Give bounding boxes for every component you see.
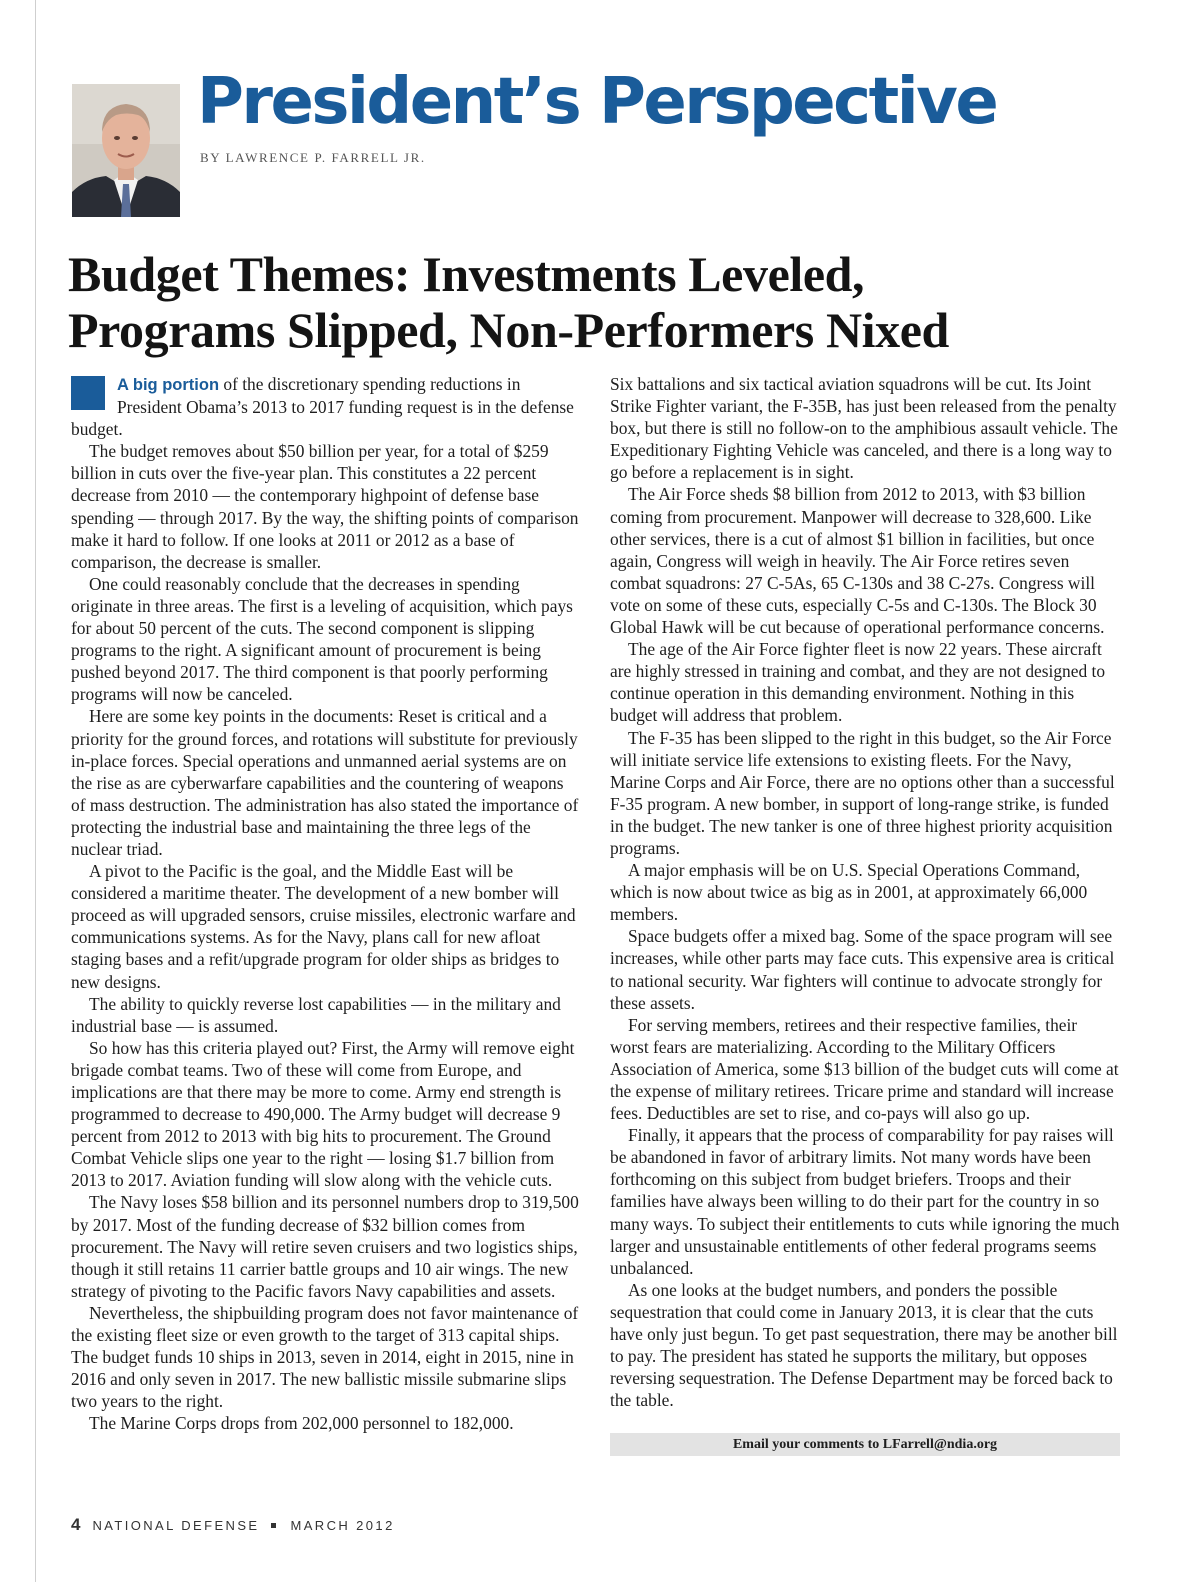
article-paragraph: The budget removes about $50 billion per year, for a total of $259 billion in cuts over the five-year plan. This constitutes a 22 percent decrease from 2010 — the contemporary highpoint of defense base spending — through 2017. By the way, the shifting points of comparison make it hard to follow. If one looks at 2011 or 2012 as a base of comparison, the decrease is smaller. — [71, 441, 579, 572]
article-paragraph: As one looks at the budget numbers, and ponders the possible sequestration that could come in January 2013, it is clear that the cuts have only just begun. To get past sequestration, there may be another bill to pay. The president has stated he supports the military, but opposes reversing sequestration. The Defense Department may be forced back to the table. — [610, 1279, 1118, 1411]
headline-line-2: Programs Slipped, Non-Performers Nixed — [68, 302, 949, 358]
article-paragraph: Here are some key points in the documents: Reset is critical and a priority for the ground forces, and rotations will substitute for previously in-place forces. Special operations and unmanned aerial systems are on the rise as are cyberwarfare capabilities and the countering of weapons of mass destruction. The administration has also stated the importance of protecting the industrial base and maintaining the three legs of the nuclear triad. — [71, 706, 579, 859]
article-paragraph: A major emphasis will be on U.S. Special Operations Command, which is now about twice as big as in 2001, at approximately 66,000 members. — [610, 860, 1088, 925]
author-portrait — [72, 84, 180, 217]
email-prompt: Email your comments to — [732, 1437, 883, 1453]
issue-date: MARCH 2012 — [290, 1518, 395, 1533]
article-paragraph: For serving members, retirees and their respective families, their worst fears are materializing. According to the Military Officers Association of America, some $13 billion of the budget cuts will come at the expense of military retirees. Tricare prime and standard will increase fees. Deductibles are set to rise, and co-pays will also go up. — [610, 1014, 1119, 1124]
article-paragraph: Finally, it appears that the process of comparability for pay raises will be abandoned in favor of arbitrary limits. Not many words have been forthcoming on this subject from budget briefers. Troops and their families have always been willing to do their part for the country in so many ways. To subject their entitlements to cuts while ignoring the much larger and unsustainable entitlements of other federal programs seems unbalanced. — [610, 1125, 1120, 1278]
email-comments-bar — [610, 1433, 1120, 1456]
drop-cap-box — [71, 376, 105, 410]
page-number: 4 — [71, 1515, 81, 1534]
separator-square-icon — [271, 1523, 276, 1528]
article-paragraph: The ability to quickly reverse lost capabilities — in the military and industrial base — is assumed. — [71, 993, 561, 1036]
article-paragraph: So how has this criteria played out? First, the Army will remove eight brigade combat teams. Two of these will come from Europe, and implications are that there may be more to come. Army end strength is programmed to decrease to 490,000. The Army budget will decrease 9 percent from 2012 to 2013 with big hits to procurement. The Ground Combat Vehicle slips one year to the right — losing $1.7 billion from 2013 to 2017. Aviation funding will slow along with the vehicle cuts. — [71, 1037, 575, 1191]
article-paragraph: Space budgets offer a mixed bag. Some of the space program will see increases, while other parts may face cuts. This expensive area is critical to national security. War fighters will continue to advocate strongly for these assets. — [610, 926, 1115, 1013]
article-paragraph: The Air Force sheds $8 billion from 2012 to 2013, with $3 billion coming from procurement. Manpower will decrease to 328,600. Like other services, there is a cut of almost $1 billion in facilities, but once again, Congress will weigh in heavily. The Air Force retires seven combat squadrons: 27 C-5As, 65 C-130s and 38 C-27s. Congress will vote on some of these cuts, especially C-5s and C-130s. The Block 30 Global Hawk will be cut because of operational performance concerns. — [610, 484, 1105, 638]
article-paragraph: The age of the Air Force fighter fleet is now 22 years. These aircraft are highly stressed in training and combat, and they are not designed to continue operation in this demanding environment. Nothing in this budget will address that problem. — [610, 639, 1106, 726]
page-edge-rule — [35, 0, 36, 1582]
article-paragraph: The Navy loses $58 billion and its personnel numbers drop to 319,500 by 2017. Most of the funding decrease of $32 billion comes from procurement. The Navy will retire seven cruisers and two logistics ships, though it still retains 11 carrier battle groups and 10 air wings. The new strategy of pivoting to the Pacific favors Navy capabilities and assets. — [71, 1192, 579, 1301]
byline: BY LAWRENCE P. FARRELL JR. — [200, 150, 426, 165]
page-footer — [71, 1515, 395, 1535]
lead-in: A big portion — [117, 376, 220, 394]
article-paragraph: One could reasonably conclude that the decreases in spending originate in three areas. The first is a leveling of acquisition, which pays for about 50 percent of the cuts. The second component is slipping programs to the right. A significant amount of procurement is being pushed beyond 2017. The third component is that poorly performing programs will now be canceled. — [71, 573, 573, 705]
article-paragraph: The F-35 has been slipped to the right in this budget, so the Air Force will initiate service life extensions to existing fleets. For the Navy, Marine Corps and Air Force, there are no options other than a successful F-35 program. A new bomber, in support of long-range strike, is funded in the budget. The new tanker is one of three highest priority acquisition programs. — [610, 727, 1115, 858]
publication-name: NATIONAL DEFENSE — [92, 1518, 260, 1533]
article-paragraph: A big portion of the discretionary spending reductions in President Obama’s 2013 to 2017 funding request is in the defense budget. — [71, 374, 574, 440]
article-paragraph: A pivot to the Pacific is the goal, and the Middle East will be considered a maritime theater. The development of a new bomber will proceed as will upgraded sensors, cruise missiles, electronic warfare and communications systems. As for the Navy, plans call for new afloat staging bases and a refit/upgrade program for older ships as bridges to new designs. — [71, 861, 576, 992]
article-paragraph: The Marine Corps drops from 202,000 personnel to 182,000. — [89, 1413, 514, 1434]
article-column-right — [610, 373, 1120, 1456]
article-paragraph: Six battalions and six tactical aviation squadrons will be cut. Its Joint Strike Fighter variant, the F-35B, has just been released from the penalty box, but there is still no follow-on to the amphibious assault vehicle. The Expeditionary Fighting Vehicle was canceled, and there is a long way to go before a replacement is in sight. — [610, 374, 1118, 483]
article-paragraph: Nevertheless, the shipbuilding program does not favor maintenance of the existing fleet size or even growth to the target of 313 capital ships. The budget funds 10 ships in 2013, seven in 2014, eight in 2015, nine in 2016 and only seven in 2017. The new ballistic missile submarine slips two years to the right. — [71, 1302, 579, 1412]
headline — [68, 246, 1148, 358]
headline-line-1: Budget Themes: Investments Leveled, — [68, 246, 865, 302]
column-title: President’s Perspective — [197, 65, 997, 139]
article-column-left — [71, 373, 581, 1435]
email-link[interactable]: LFarrell@ndia.org — [882, 1437, 998, 1453]
